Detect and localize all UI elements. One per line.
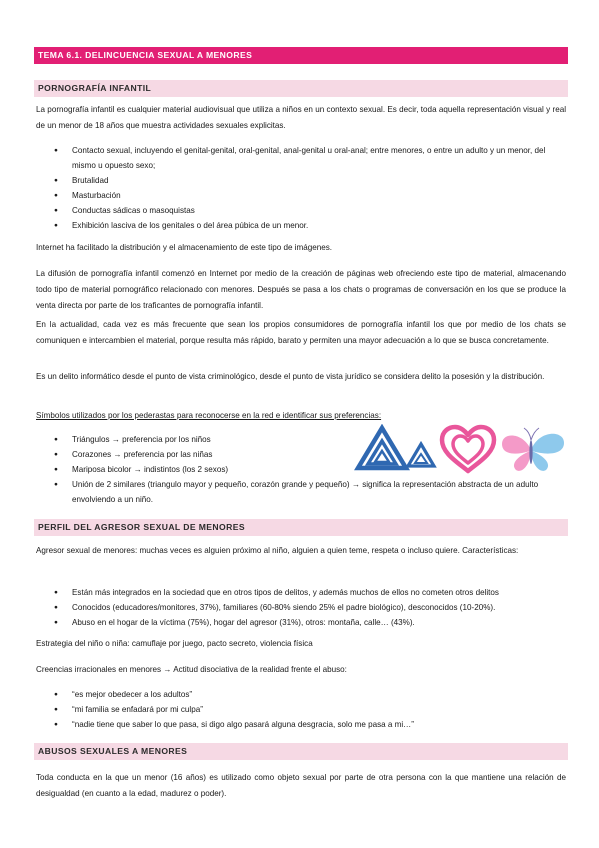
section-heading-perfil: PERFIL DEL AGRESOR SEXUAL DE MENORES [34,519,568,536]
symbols-heading: Símbolos utilizados por los pederastas para reconocerse en la red e identificar sus preferencias: [36,411,382,420]
document-title: TEMA 6.1. DELINCUENCIA SEXUAL A MENORES [34,47,568,64]
list-item: ● Brutalidad [54,173,566,188]
paragraph-agresor: Agresor sexual de menores: muchas veces es alguien próximo al niño, alguien a quien teme, respeta o incluso quiere. Características: [36,546,519,555]
paragraph-internet: Internet ha facilitado la distribución y el almacenamiento de este tipo de imágenes. [36,243,333,252]
beliefs-list [54,687,566,732]
list-item: ● Abuso en el hogar de la víctima (75%), hogar del agresor (31%), otros: montaña, calle… (43%). [54,615,566,630]
list-item: ● Exhibición lasciva de los genitales o del área púbica de un menor. [54,218,566,233]
pedophile-symbols-image [354,424,570,476]
list-item: ● Conocidos (educadores/monitores, 37%), familiares (60-80% siendo 25% el padre biológico), desconocidos (10-20%). [54,600,566,615]
symbols-list-continued [54,477,566,507]
list-item: ● Masturbación [54,188,566,203]
section-heading-pornografia: PORNOGRAFÍA INFANTIL [34,80,568,97]
paragraph-delito: Es un delito informático desde el punto de vista criminológico, desde el punto de vista jurídico se considera delito la posesión y la distribución. [36,372,545,381]
section-heading-abusos: ABUSOS SEXUALES A MENORES [34,743,568,760]
list-item: ● Están más integrados en la sociedad que en otros tipos de delitos, y además muchos de ellos no cometen otros delitos [54,585,566,600]
list-item: ● Contacto sexual, incluyendo el genital-genital, oral-genital, anal-genital u oral-anal; entre menores, o entre un adulto y un menor, del mismo u opuesto sexo; [54,143,566,173]
butterfly-logo-icon [502,428,564,471]
list-item: ● Mariposa bicolor → indistintos (los 2 sexos) [54,462,354,477]
heart-logo-icon [442,427,494,471]
list-item: ● “nadie tiene que saber lo que pasa, si digo algo pasará alguna desgracia, solo me pasa a mi…” [54,717,566,732]
list-item: ● Conductas sádicas o masoquistas [54,203,566,218]
list-item: ● “mi familia se enfadará por mi culpa” [54,702,566,717]
content-list [54,143,566,233]
list-item: ● Unión de 2 similares (triangulo mayor y pequeño, corazón grande y pequeño) → significa la representación abstracta de un adulto envolviendo a un niño. [54,477,566,507]
paragraph-creencias: Creencias irracionales en menores → Actitud disociativa de la realidad frente el abuso: [36,665,347,674]
list-item: ● Triángulos → preferencia por los niños [54,432,354,447]
triangle-logo-icon [358,428,434,468]
paragraph-difusion: La difusión de pornografía infantil comenzó en Internet por medio de la creación de páginas web ofreciendo este tipo de material, almacenando todo tipo de material pornográfico relacionado con menores. Después se pasa a los chats o programas de conversación en los que se produce la venta directa por parte de los traficantes de pornografía infantil. [36,269,566,310]
list-item: ● “es mejor obedecer a los adultos” [54,687,566,702]
paragraph-definition: La pornografía infantil es cualquier material audiovisual que utiliza a niños en un contexto sexual. Es decir, toda aquella representación visual y real de un menor de 18 años que muestra actividades sexuales explicitas. [36,105,566,130]
paragraph-abusos: Toda conducta en la que un menor (16 años) es utilizado como objeto sexual por parte de otra persona con la que mantiene una relación de desigualdad (en cuanto a la edad, madurez o poder). [36,773,566,798]
paragraph-actualidad: En la actualidad, cada vez es más frecuente que sean los propios consumidores de pornografía infantil los que por medio de los chats se comuniquen e intercambien el material, porque resulta más rápido, barato y permiten una mayor adecuación a lo que se busca concretamente. [36,320,566,345]
symbols-list [54,432,354,477]
list-item: ● Corazones → preferencia por las niñas [54,447,354,462]
aggressor-characteristics-list [54,585,566,630]
paragraph-estrategia: Estrategia del niño o niña: camuflaje por juego, pacto secreto, violencia física [36,639,313,648]
